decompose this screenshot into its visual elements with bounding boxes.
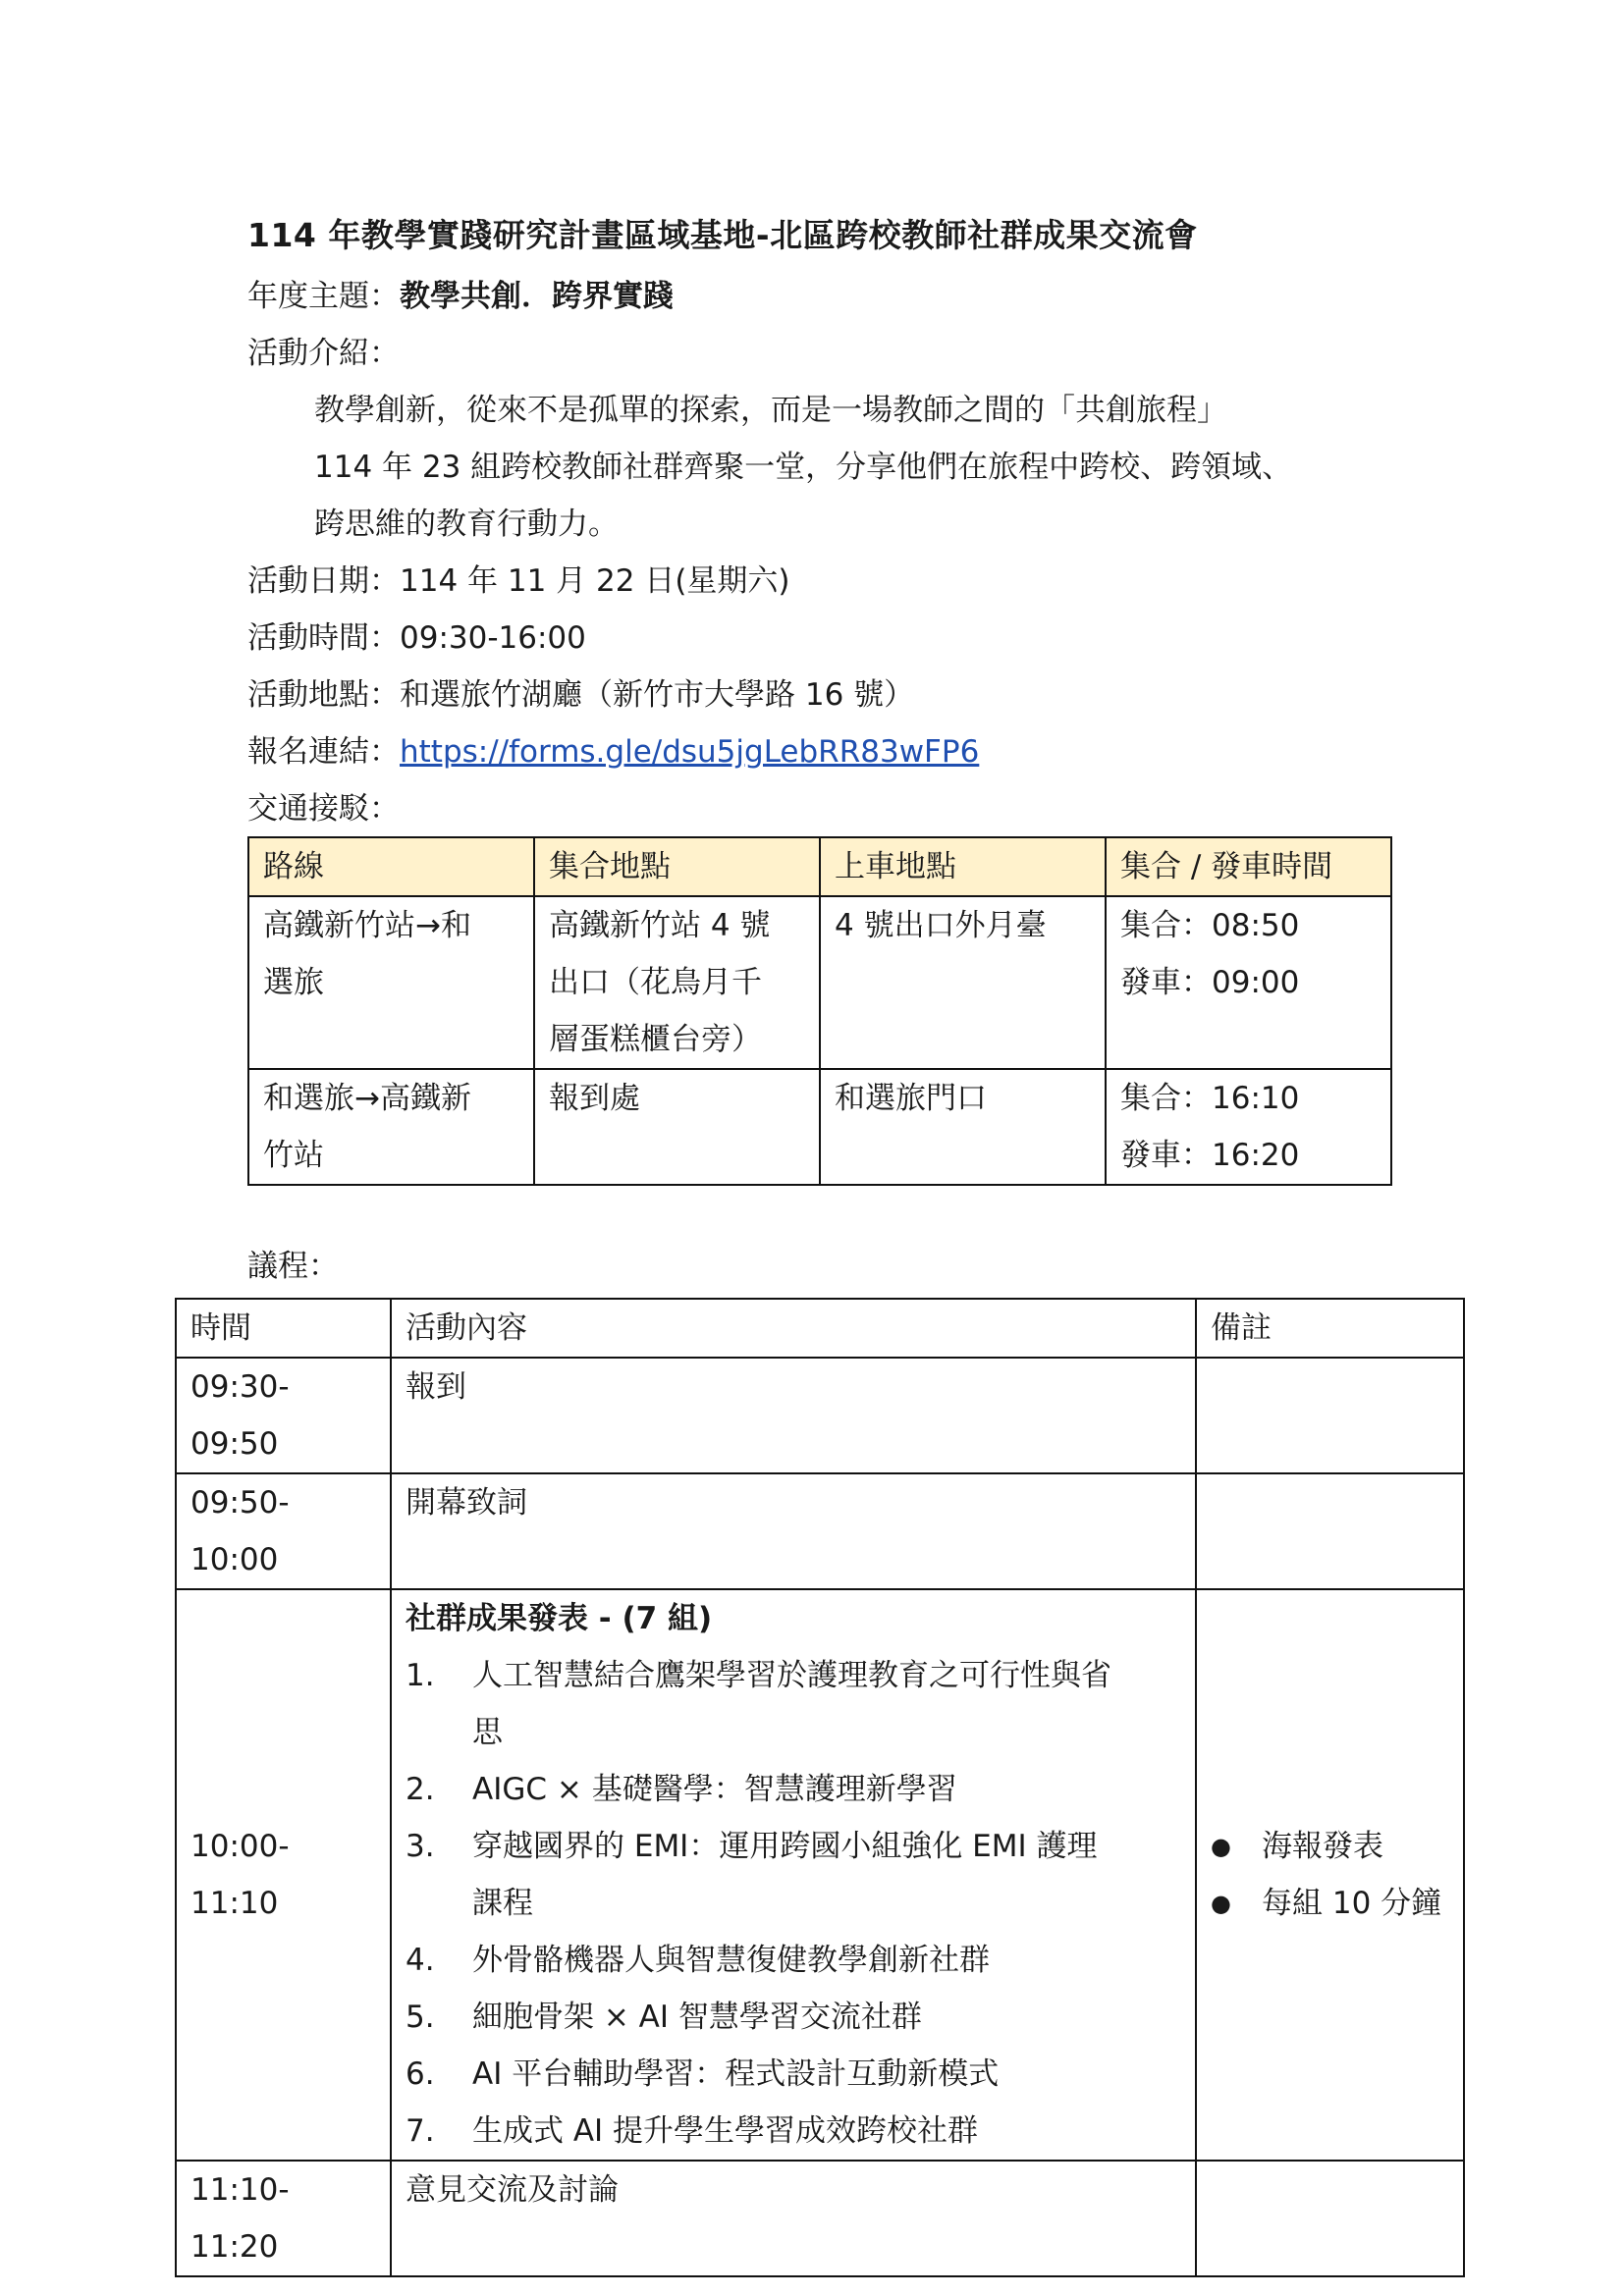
transport-board-cell: 4 號出口外月臺	[820, 896, 1106, 1069]
transport-route-cell: 和選旅→高鐵新 竹站	[248, 1069, 534, 1185]
agenda-note-cell	[1196, 1589, 1464, 2161]
bullet-icon: ●	[1211, 1833, 1231, 1860]
agenda-content-cell: 開幕致詞	[391, 1473, 1196, 1589]
table-row	[176, 2161, 1464, 2276]
date-label: 活動日期：	[247, 563, 400, 599]
register-link[interactable]: https://forms.gle/dsu5jgLebRR83wFP6	[400, 734, 980, 770]
register-line	[247, 726, 979, 771]
transport-route-cell: 高鐵新竹站→和 選旅	[248, 896, 534, 1069]
transport-header-row	[248, 837, 1391, 896]
intro-line-3: 跨思維的教育行動力。	[314, 507, 619, 542]
transport-times-cell: 集合：16:10 發車：16:20	[1106, 1069, 1391, 1185]
agenda-content-cell: 意見交流及討論	[391, 2161, 1196, 2276]
table-row	[248, 896, 1391, 1069]
intro-line-1: 教學創新，從來不是孤單的探索，而是一場教師之間的「共創旅程」	[314, 393, 1227, 428]
agenda-table	[175, 1298, 1465, 2277]
venue-line	[247, 669, 914, 714]
agenda-time-cell: 09:30-09:50	[176, 1358, 391, 1473]
agenda-time-cell: 11:10-11:20	[176, 2161, 391, 2276]
agenda-time-cell: 10:00-11:10	[176, 1589, 391, 2161]
presentation-heading: 社群成果發表 - (7 組)	[406, 1601, 713, 1636]
theme-line	[247, 271, 674, 315]
time-label: 活動時間：	[247, 620, 400, 656]
agenda-note-cell	[1196, 1473, 1464, 1589]
list-item: 3. 穿越國界的 EMI：運用跨國小組強化 EMI 護理 課程	[406, 1829, 1098, 1921]
list-item: 6. AI 平台輔助學習：程式設計互動新模式	[406, 2056, 1000, 2092]
agenda-content-cell: 報到	[391, 1358, 1196, 1473]
agenda-label: 議程：	[247, 1249, 339, 1284]
page-title: 114 年教學實踐研究計畫區域基地-北區跨校教師社群成果交流會	[247, 216, 1198, 254]
list-item: 7. 生成式 AI 提升學生學習成效跨校社群	[406, 2113, 979, 2149]
agenda-note-cell	[1196, 2161, 1464, 2276]
time-value: 09:30-16:00	[400, 620, 586, 656]
date-value: 114 年 11 月 22 日(星期六)	[400, 563, 790, 599]
agenda-note-cell	[1196, 1358, 1464, 1473]
theme-label: 年度主題：	[247, 279, 400, 314]
transport-header-times: 集合 / 發車時間	[1106, 837, 1391, 896]
list-item: 2. AIGC × 基礎醫學：智慧護理新學習	[406, 1772, 957, 1807]
list-item: 5. 細胞骨架 × AI 智慧學習交流社群	[406, 2000, 922, 2035]
transport-meet-cell: 報到處	[534, 1069, 820, 1185]
table-row	[176, 1589, 1464, 2161]
venue-value: 和選旅竹湖廳（新竹市大學路 16 號）	[400, 677, 915, 713]
agenda-header-note: 備註	[1196, 1299, 1464, 1358]
agenda-header-content: 活動內容	[391, 1299, 1196, 1358]
transport-header-meet: 集合地點	[534, 837, 820, 896]
transport-header-route: 路線	[248, 837, 534, 896]
list-item: ● 海報發表	[1211, 1818, 1449, 1875]
bullet-icon: ●	[1211, 1890, 1231, 1917]
transport-label: 交通接駁：	[247, 791, 400, 827]
agenda-header-row	[176, 1299, 1464, 1358]
venue-label: 活動地點：	[247, 677, 400, 713]
intro-label: 活動介紹：	[247, 336, 400, 371]
table-row	[176, 1473, 1464, 1589]
agenda-time-cell: 09:50-10:00	[176, 1473, 391, 1589]
transport-board-cell: 和選旅門口	[820, 1069, 1106, 1185]
agenda-content-cell	[391, 1589, 1196, 2161]
time-line	[247, 613, 586, 657]
register-label: 報名連結：	[247, 734, 400, 770]
transport-times-cell: 集合：08:50 發車：09:00	[1106, 896, 1391, 1069]
transport-header-board: 上車地點	[820, 837, 1106, 896]
theme-value: 教學共創．跨界實踐	[400, 279, 674, 314]
table-row	[248, 1069, 1391, 1185]
date-line	[247, 556, 790, 600]
list-item: 4. 外骨骼機器人與智慧復健教學創新社群	[406, 1943, 990, 1978]
intro-line-2: 114 年 23 組跨校教師社群齊聚一堂，分享他們在旅程中跨校、跨領域、	[314, 450, 1293, 485]
table-row	[176, 1358, 1464, 1473]
agenda-header-time: 時間	[176, 1299, 391, 1358]
presentation-list	[406, 1647, 1181, 2160]
transport-meet-cell: 高鐵新竹站 4 號 出口（花鳥月千 層蛋糕櫃台旁）	[534, 896, 820, 1069]
list-item: ● 每組 10 分鐘	[1211, 1875, 1449, 1932]
presentation-notes	[1211, 1818, 1449, 1932]
list-item: 1. 人工智慧結合鷹架學習於護理教育之可行性與省 思	[406, 1658, 1111, 1750]
transport-table	[247, 836, 1392, 1186]
